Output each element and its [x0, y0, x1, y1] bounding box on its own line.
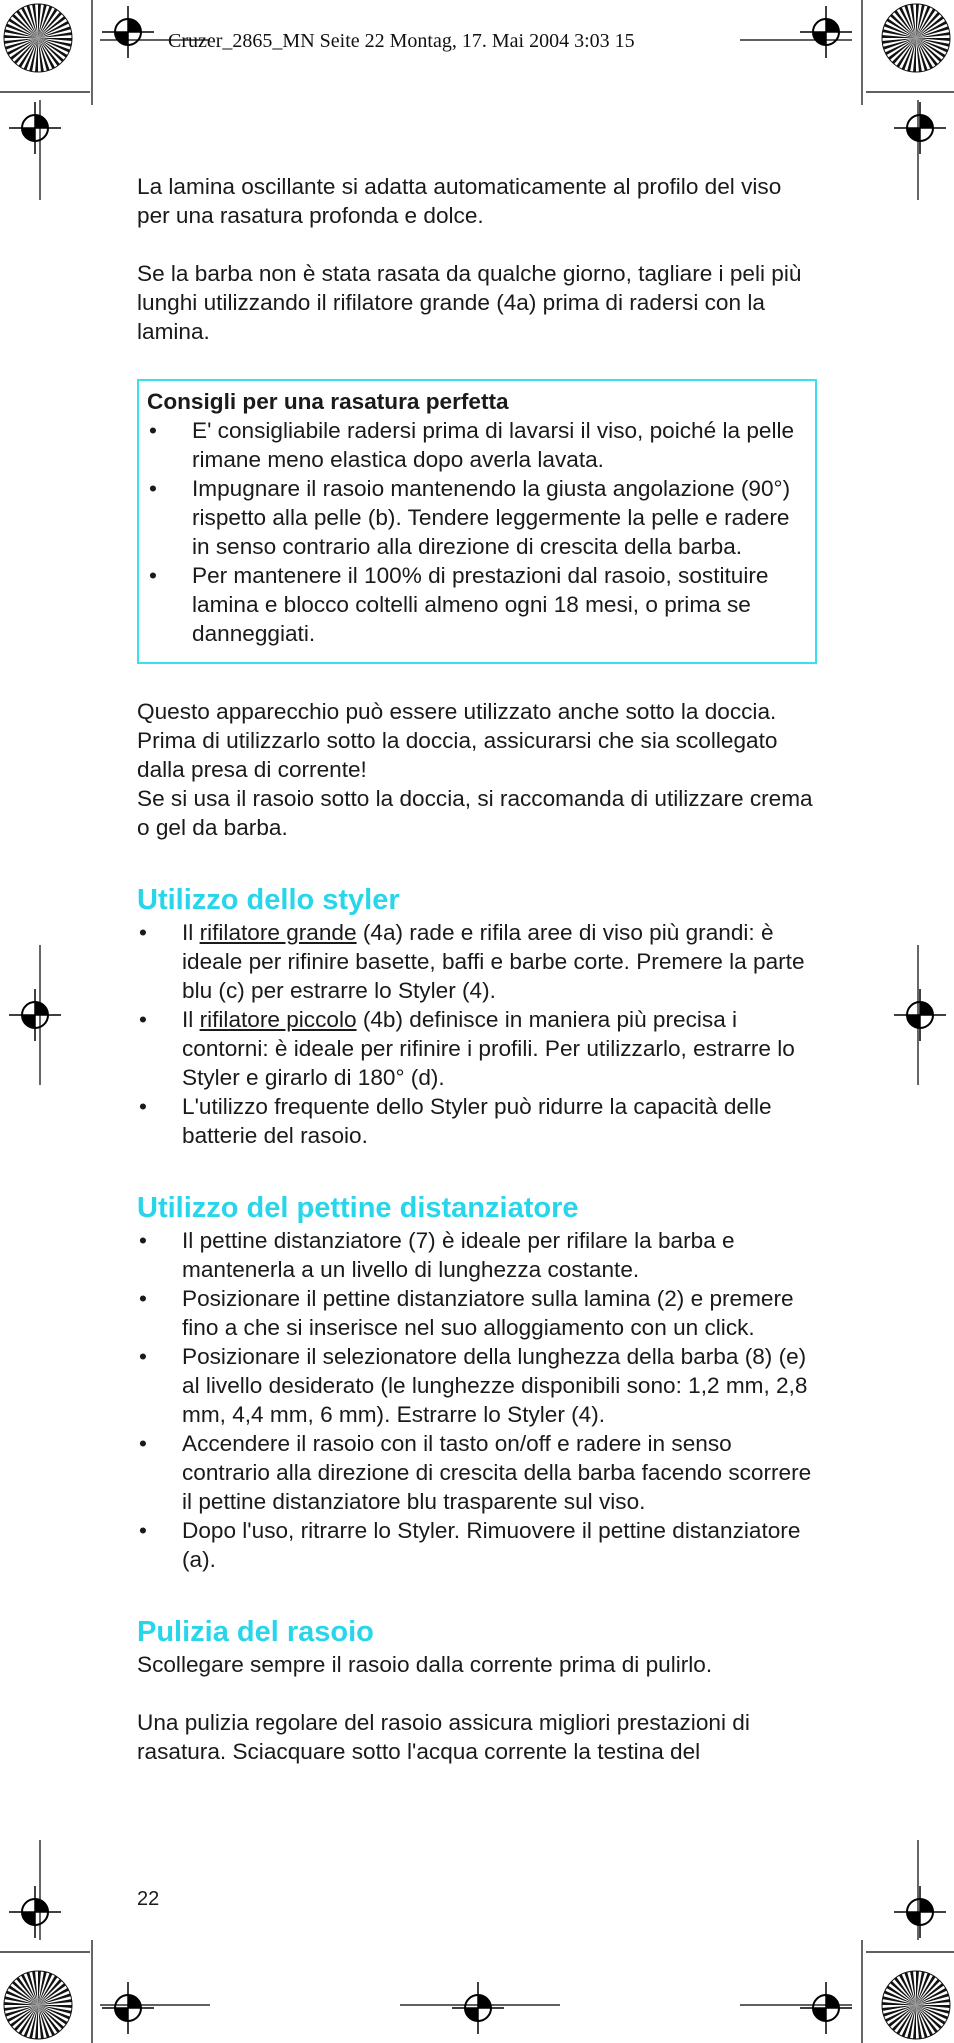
list-item: • E' consigliabile radersi prima di lavarsi il viso, poiché la pelle rimane meno elastica dopo averla lavata.: [149, 418, 795, 472]
list-item: • Accendere il rasoio con il tasto on/off e radere in senso contrario alla direzione di crescita della barba facendo scorrere il pettine distanziatore blu trasparente sul viso.: [139, 1431, 812, 1514]
bullet: •: [139, 1094, 147, 1119]
list-item: • L'utilizzo frequente dello Styler può ridurre la capacità delle batterie del rasoio.: [139, 1094, 772, 1148]
cleaning-paragraph-1: Scollegare sempre il rasoio dalla corrente prima di pulirlo.: [137, 1652, 713, 1677]
list-item: • Il rifilatore piccolo (4b) definisce in maniera più precisa i contorni: è ideale per rifinire i profili. Per utilizzarlo, estrarre lo Styler e girarlo di 180° (d).: [139, 1007, 795, 1090]
list-item: • Impugnare il rasoio mantenendo la giusta angolazione (90°) rispetto alla pelle (b). Tendere leggermente la pelle e radere in senso contrario alla direzione di crescita della barba.: [149, 476, 791, 559]
tips-box: [137, 379, 817, 664]
star-target-mark: [4, 4, 72, 72]
list-item: • Il rifilatore grande (4a) rade e rifila aree di viso più grandi: è ideale per rifinire basette, baffi e barbe corte. Premere la parte blu (c) per estrarre lo Styler (4).: [139, 920, 805, 1003]
star-target-mark: [882, 1971, 950, 2039]
tips-list: [147, 416, 805, 648]
comb-list: [137, 1226, 817, 1574]
bullet: •: [139, 1431, 147, 1456]
shower-paragraph-2: Se si usa il rasoio sotto la doccia, si raccomanda di utilizzare crema o gel da barba.: [137, 786, 813, 840]
shower-paragraph-1: Questo apparecchio può essere utilizzato anche sotto la doccia. Prima di utilizzarlo sotto la doccia, assicurarsi che sia scollegato dalla presa di corrente!: [137, 699, 778, 782]
section-heading-styler: Utilizzo dello styler: [137, 884, 400, 916]
bullet: •: [139, 920, 147, 945]
intro-paragraph-2: Se la barba non è stata rasata da qualche giorno, tagliare i peli più lunghi utilizzando il rifilatore grande (4a) prima di radersi con la lamina.: [137, 261, 802, 344]
page-content: [137, 172, 817, 1766]
list-item: • Posizionare il selezionatore della lunghezza della barba (8) (e) al livello desiderato (le lunghezze disponibili sono: 1,2 mm, 2,8 mm, 4,4 mm, 6 mm). Estrarre lo Styler (4).: [139, 1344, 808, 1427]
bullet: •: [139, 1518, 147, 1543]
tips-title: Consigli per una rasatura perfetta: [147, 389, 509, 414]
styler-list: [137, 918, 817, 1150]
underlined-term: rifilatore grande: [199, 920, 357, 945]
list-item: • Il pettine distanziatore (7) è ideale per rifilare la barba e mantenerla a un livello di lunghezza costante.: [139, 1228, 735, 1282]
bullet: •: [149, 563, 157, 588]
section-heading-comb: Utilizzo del pettine distanziatore: [137, 1192, 579, 1224]
list-item: • Per mantenere il 100% di prestazioni dal rasoio, sostituire lamina e blocco coltelli almeno ogni 18 mesi, o prima se danneggiati.: [149, 563, 769, 646]
bullet: •: [139, 1228, 147, 1253]
bullet: •: [149, 418, 157, 443]
page-number: 22: [137, 1888, 160, 1910]
slug-line: Cruzer_2865_MN Seite 22 Montag, 17. Mai 2004 3:03 15: [168, 30, 635, 52]
cleaning-paragraph-2: Una pulizia regolare del rasoio assicura migliori prestazioni di rasatura. Sciacquare sotto l'acqua corrente la testina del: [137, 1710, 750, 1764]
bullet: •: [139, 1007, 147, 1032]
intro-paragraph-1: La lamina oscillante si adatta automaticamente al profilo del viso per una rasatura profonda e dolce.: [137, 174, 782, 228]
star-target-mark: [4, 1971, 72, 2039]
section-heading-cleaning: Pulizia del rasoio: [137, 1616, 374, 1648]
list-item: • Dopo l'uso, ritrarre lo Styler. Rimuovere il pettine distanziatore (a).: [139, 1518, 801, 1572]
star-target-mark: [882, 4, 950, 72]
underlined-term: rifilatore piccolo: [199, 1007, 357, 1032]
bullet: •: [149, 476, 157, 501]
bullet: •: [139, 1286, 147, 1311]
list-item: • Posizionare il pettine distanziatore sulla lamina (2) e premere fino a che si inserisce nel suo alloggiamento con un click.: [139, 1286, 794, 1340]
bullet: •: [139, 1344, 147, 1369]
